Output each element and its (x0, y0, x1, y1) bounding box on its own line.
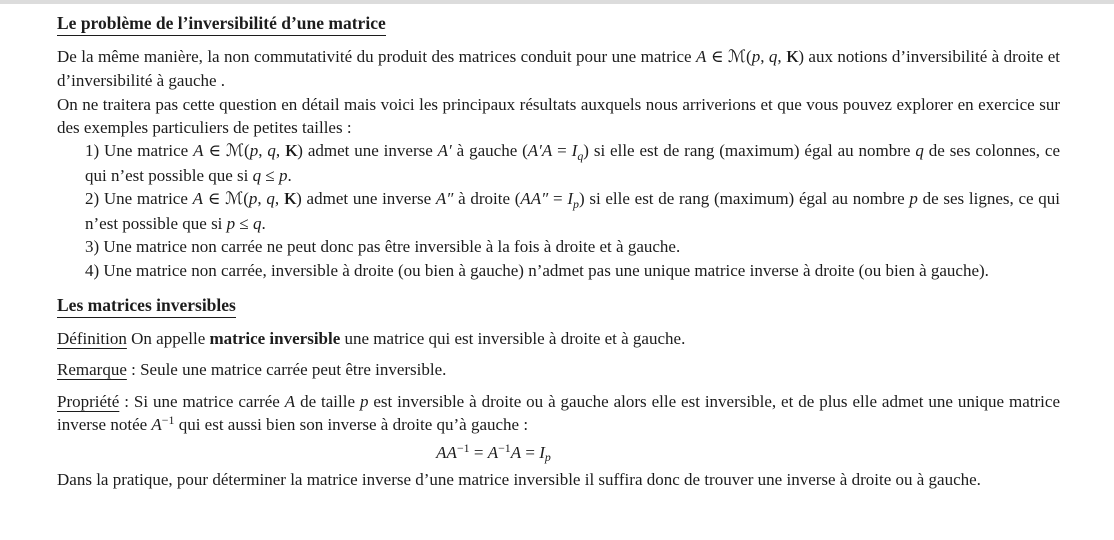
list-item-3: 3) Une matrice non carrée ne peut donc pas être inversible à la fois à droite et à gauche. (85, 237, 681, 257)
section-heading-invertible-matrices-text: Les matrices inversibles (57, 295, 236, 318)
section-heading-problem (57, 12, 1060, 36)
list-item-4: 4) Une matrice non carrée, inversible à droite (ou bien à gauche) n’admet pas une unique matrice inverse à droite (ou bien à gauche). (85, 260, 989, 280)
list-item-1: 1) Une matrice A ∈ ℳ(p, q, K) admet une inverse A′ à gauche (A′A = Iq) si elle est de rang (maximum) égal au nombre q de ses colonnes, ce qui n’est possible que si q ≤ p. (85, 141, 1061, 185)
definition-paragraph (57, 327, 1060, 350)
property-text: : Si une matrice carrée A de taille p est inversible à droite ou à gauche alors elle est inversible, et de plus elle admet une unique matrice inverse notée $A^{-1}$ qui est aussi bien son inverse à droite qu’à gauche : (57, 391, 1060, 435)
equation-display: $AA^{-1} = A^{-1}A = Ip$ (436, 440, 551, 464)
section-heading-problem-text: Le problème de l’inversibilité d’une matrice (57, 13, 386, 36)
property-paragraph (57, 390, 1060, 437)
remark-paragraph (57, 358, 1060, 381)
definition-label: Définition (57, 328, 127, 348)
paragraph-plan: On ne traitera pas cette question en détail mais voici les principaux résultats auxquels nous arriverions et que vous pouvez explorer en exercice sur des exemples particuliers de petites tailles : (57, 94, 1060, 137)
section-heading-invertible-matrices (57, 294, 1060, 318)
list-item-2: 2) Une matrice A ∈ ℳ(p, q, K) admet une inverse A″ à droite (AA″ = Ip) si elle est de rang (maximum) égal au nombre p de ses lignes, ce qui n’est possible que si p ≤ q. (85, 189, 1061, 233)
paragraph-intro: De la même manière, la non commutativité du produit des matrices conduit pour une matrice A ∈ ℳ(p, q, K) aux notions d’inversibilité à droite et d’inversibilité à gauche . (57, 46, 1061, 91)
remark-label: Remarque (57, 360, 127, 380)
paragraph-practice: Dans la pratique, pour déterminer la matrice inverse d’une matrice inversible il suffira donc de trouver une inverse à droite ou à gauche. (57, 470, 981, 490)
property-label: Propriété (57, 391, 120, 411)
remark-text: : Seule une matrice carrée peut être inversible. (126, 360, 447, 380)
definition-text: On appelle matrice inversible une matrice qui est inversible à droite et à gauche. (126, 328, 686, 348)
